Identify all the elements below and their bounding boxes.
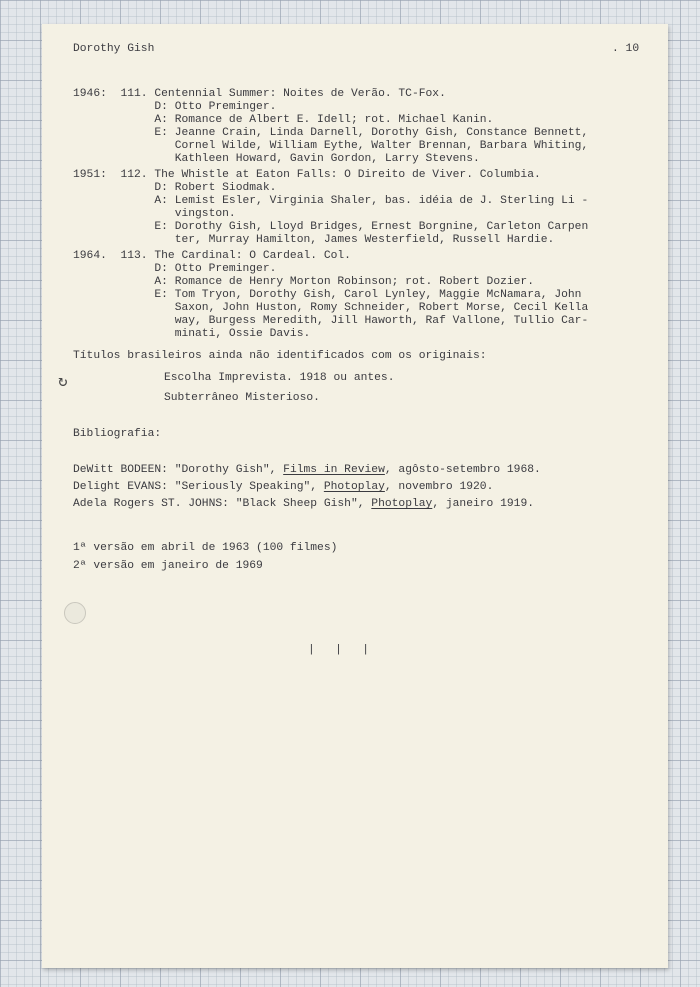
version-note: 2ª versão em janeiro de 1969 — [73, 560, 263, 572]
margin-mark-icon: ↻ — [58, 373, 68, 391]
entry-line: A: Romance de Albert E. Idell; rot. Michael Kanin. — [73, 114, 494, 126]
bibliography-item — [73, 498, 534, 511]
bibliography-date: , novembro 1920. — [384, 481, 494, 493]
entry-line: A: Lemist Esler, Virginia Shaler, bas. idéia de J. Sterling Li - — [73, 195, 589, 207]
entry-line: vingston. — [73, 208, 236, 220]
entry-line: E: Dorothy Gish, Lloyd Bridges, Ernest Borgnine, Carleton Carpen — [73, 221, 589, 233]
entry-line: D: Robert Siodmak. — [73, 182, 277, 194]
bibliography-publication: Films in Review — [283, 464, 385, 476]
entry-line: D: Otto Preminger. — [73, 101, 277, 113]
bibliography-title: "Dorothy Gish", — [174, 464, 284, 476]
bibliography-author: Adela Rogers ST. JOHNS: — [73, 498, 236, 510]
entry-line: E: Tom Tryon, Dorothy Gish, Carol Lynley, Maggie McNamara, John — [73, 289, 582, 301]
bibliography-author: Delight EVANS: — [73, 481, 175, 493]
entry-line: Kathleen Howard, Gavin Gordon, Larry Stevens. — [73, 153, 480, 165]
entry-line: 1951: 112. The Whistle at Eaton Falls: O Direito de Viver. Columbia. — [73, 169, 541, 181]
entry-line: Cornel Wilde, William Eythe, Walter Brennan, Barbara Whiting, — [73, 140, 589, 152]
entry-line: Saxon, John Huston, Romy Schneider, Robert Morse, Cecil Kella — [73, 302, 589, 314]
punch-hole — [64, 602, 86, 624]
version-note: 1ª versão em abril de 1963 (100 filmes) — [73, 542, 338, 554]
entry-line: minati, Ossie Davis. — [73, 328, 311, 340]
bibliography-title: "Black Sheep Gish", — [235, 498, 372, 510]
entry-line: D: Otto Preminger. — [73, 263, 277, 275]
bibliography-item — [73, 481, 493, 494]
entry-line: 1946: 111. Centennial Summer: Noites de Verão. TC-Fox. — [73, 88, 446, 100]
entry-line: E: Jeanne Crain, Linda Darnell, Dorothy Gish, Constance Bennett, — [73, 127, 589, 139]
unidentified-item: Escolha Imprevista. 1918 ou antes. — [164, 372, 395, 384]
bibliography-date: , janeiro 1919. — [432, 498, 535, 510]
bibliography-author: DeWitt BODEEN: — [73, 464, 175, 476]
entry-line: way, Burgess Meredith, Jill Haworth, Raf Vallone, Tullio Car- — [73, 315, 589, 327]
page-number: . 10 — [612, 43, 640, 55]
bibliography-publication: Photoplay — [371, 498, 433, 510]
bibliography-publication: Photoplay — [323, 481, 385, 493]
entry-line: 1964. 113. The Cardinal: O Cardeal. Col. — [73, 250, 351, 262]
bibliography-heading: Bibliografia: — [73, 428, 162, 440]
entry-line: ter, Murray Hamilton, James Westerfield, Russell Hardie. — [73, 234, 555, 246]
unidentified-heading: Títulos brasileiros ainda não identificados com os originais: — [73, 350, 487, 362]
header-author: Dorothy Gish — [73, 43, 155, 55]
entry-line: A: Romance de Henry Morton Robinson; rot. Robert Dozier. — [73, 276, 534, 288]
bibliography-date: , agôsto-setembro 1968. — [384, 464, 541, 476]
document-page — [42, 24, 668, 968]
end-marks: | | | — [308, 644, 370, 656]
bibliography-item — [73, 464, 541, 477]
unidentified-item: Subterrâneo Misterioso. — [164, 392, 320, 404]
bibliography-title: "Seriously Speaking", — [174, 481, 324, 493]
